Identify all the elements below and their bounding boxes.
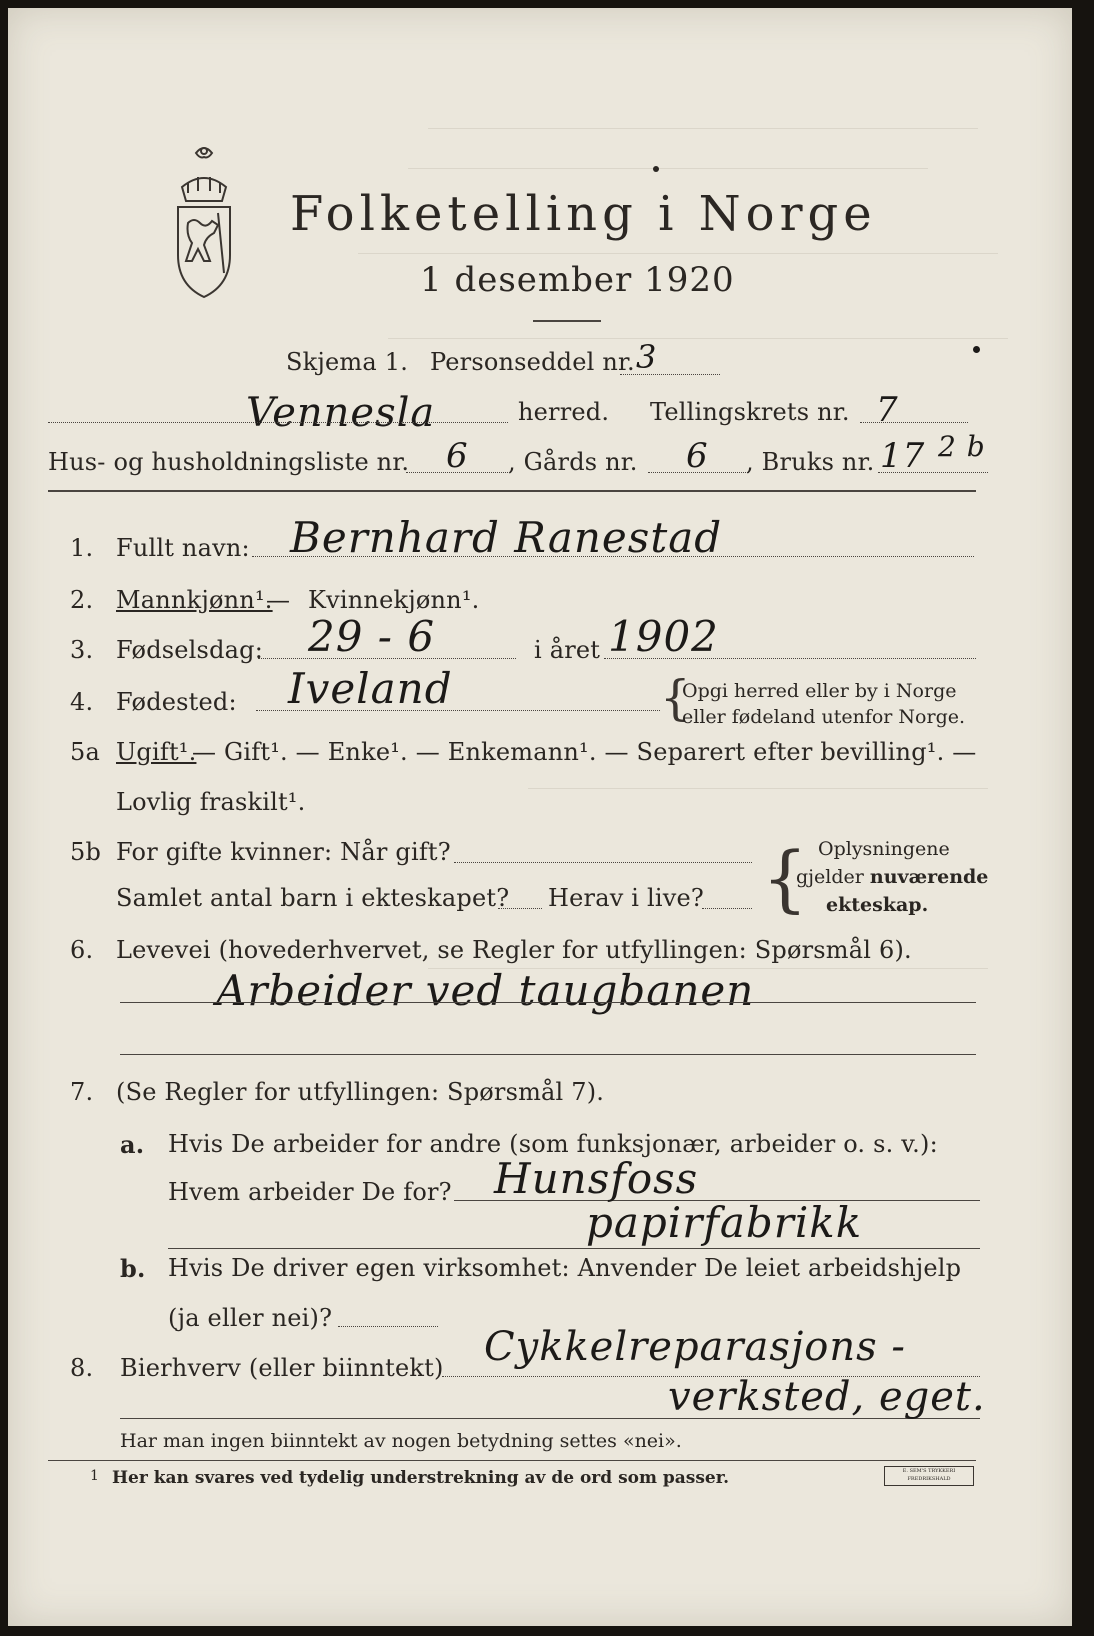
q7a-question: Hvem arbeider De for?	[168, 1178, 452, 1206]
q7a-letter: a.	[120, 1130, 145, 1159]
q5b-brace: {	[762, 836, 808, 920]
q6-number: 6.	[70, 936, 94, 964]
q5b-note-text2a: gjelder	[796, 866, 870, 888]
speck	[973, 346, 980, 353]
q7b-letter: b.	[120, 1254, 146, 1283]
personseddel-value: 3	[636, 338, 658, 376]
form-date: 1 desember 1920	[420, 260, 735, 300]
full-name-value: Bernhard Ranestad	[290, 513, 723, 562]
q5b-label2: Samlet antal barn i ekteskapet?	[116, 884, 510, 912]
gender-female-option[interactable]: Kvinnekjønn¹.	[308, 586, 480, 614]
hired-help-field[interactable]	[338, 1326, 438, 1327]
q5b-note-line3: ekteskap.	[826, 894, 929, 916]
gards-label: , Gårds nr.	[508, 448, 638, 476]
q5a-number: 5a	[70, 738, 100, 766]
occupation-field-line2[interactable]	[120, 1054, 976, 1055]
q7-number: 7.	[70, 1078, 94, 1106]
nei-note: Har man ingen biinntekt av nogen betydning settes «nei».	[120, 1430, 682, 1452]
married-when-field[interactable]	[454, 862, 752, 863]
title-rule	[533, 320, 601, 322]
q3-number: 3.	[70, 636, 94, 664]
birthday-value: 29 - 6	[308, 612, 436, 661]
bruks-suffix: 2 b	[938, 430, 986, 463]
q2-separator: —	[266, 586, 291, 614]
status-ugift-option[interactable]: Ugift¹.	[116, 738, 197, 766]
coat-of-arms-icon	[168, 143, 240, 303]
q8-number: 8.	[70, 1354, 94, 1382]
q2-number: 2.	[70, 586, 94, 614]
footnote-text: Her kan svares ved tydelig understrekning av de ord som passer.	[112, 1468, 730, 1488]
gender-male-option[interactable]: Mannkjønn¹.	[116, 586, 273, 614]
q7-label: (Se Regler for utfyllingen: Spørsmål 7).	[116, 1078, 605, 1106]
form-title: Folketelling i Norge	[290, 186, 877, 242]
personseddel-label: Personseddel nr.	[430, 348, 635, 376]
footnote-rule	[48, 1460, 976, 1461]
q3-label: Fødselsdag:	[116, 636, 263, 664]
side-income-value1: Cykkelreparasjons -	[484, 1324, 906, 1370]
header-rule	[48, 490, 976, 492]
q4-note-line1: Opgi herred eller by i Norge	[682, 680, 957, 702]
status-fraskilt-option[interactable]: Lovlig fraskilt¹.	[116, 788, 306, 816]
q5b-number: 5b	[70, 838, 102, 866]
q6-label: Levevei (hovederhvervet, se Regler for utfyllingen: Spørsmål 6).	[116, 936, 912, 964]
husliste-label: Hus- og husholdningsliste nr.	[48, 448, 410, 476]
herred-field[interactable]	[48, 422, 508, 423]
herred-value: Vennesla	[246, 390, 436, 436]
q5b-note-line2	[796, 866, 988, 888]
occupation-field-line1[interactable]	[120, 1002, 976, 1003]
schema-label: Skjema 1.	[286, 348, 409, 376]
q5b-label1: For gifte kvinner: Når gift?	[116, 838, 451, 866]
printer-text: E. SEM'S TRYKKERI FREDRIKSHALD	[902, 1468, 956, 1482]
children-alive-field[interactable]	[702, 908, 752, 909]
husliste-value: 6	[446, 436, 469, 476]
occupation-value: Arbeider ved taugbanen	[216, 966, 755, 1015]
title-dot	[653, 166, 659, 172]
gards-value: 6	[686, 436, 709, 476]
side-income-value2: verksted, eget.	[668, 1374, 986, 1420]
status-other-options[interactable]: — Gift¹. — Enke¹. — Enkemann¹. — Separert efter bevilling¹. —	[192, 738, 977, 766]
personseddel-field[interactable]	[620, 374, 720, 375]
q8-label: Bierhverv (eller biinntekt)	[120, 1354, 444, 1382]
q5b-note-line1	[818, 838, 950, 860]
printer-stamp	[884, 1466, 974, 1486]
tellingskrets-value: 7	[876, 390, 899, 430]
q1-number: 1.	[70, 534, 94, 562]
herred-label: herred.	[518, 398, 610, 426]
q5b-label3: Herav i live?	[548, 884, 704, 912]
q7b-label: Hvis De driver egen virksomhet: Anvender De leiet arbeidshjelp	[168, 1254, 962, 1282]
children-count-field[interactable]	[498, 908, 542, 909]
q7a-label: Hvis De arbeider for andre (som funksjonær, arbeider o. s. v.):	[168, 1130, 938, 1158]
q1-label: Fullt navn:	[116, 534, 250, 562]
q5b-note-text1: Oplysningene	[818, 838, 950, 860]
q7b-question: (ja eller nei)?	[168, 1304, 333, 1332]
bruks-label: , Bruks nr.	[746, 448, 875, 476]
bruks-value: 17	[880, 436, 926, 476]
employer-field-line2[interactable]	[168, 1248, 980, 1249]
q4-brace: {	[660, 670, 691, 726]
tellingskrets-label: Tellingskrets nr.	[650, 398, 850, 426]
q4-label: Fødested:	[116, 688, 237, 716]
q3-year-label: i året	[534, 636, 601, 664]
birthplace-value: Iveland	[288, 664, 453, 713]
employer-value1: Hunsfoss	[494, 1154, 699, 1203]
q5b-note-text2b: nuværende	[869, 866, 989, 888]
footnote-mark: 1	[90, 1468, 99, 1484]
census-form	[8, 8, 1072, 1626]
q4-number: 4.	[70, 688, 94, 716]
q4-note-line2: eller fødeland utenfor Norge.	[682, 706, 966, 728]
birth-year-value: 1902	[608, 612, 719, 661]
employer-value2: papirfabrikk	[586, 1198, 863, 1247]
